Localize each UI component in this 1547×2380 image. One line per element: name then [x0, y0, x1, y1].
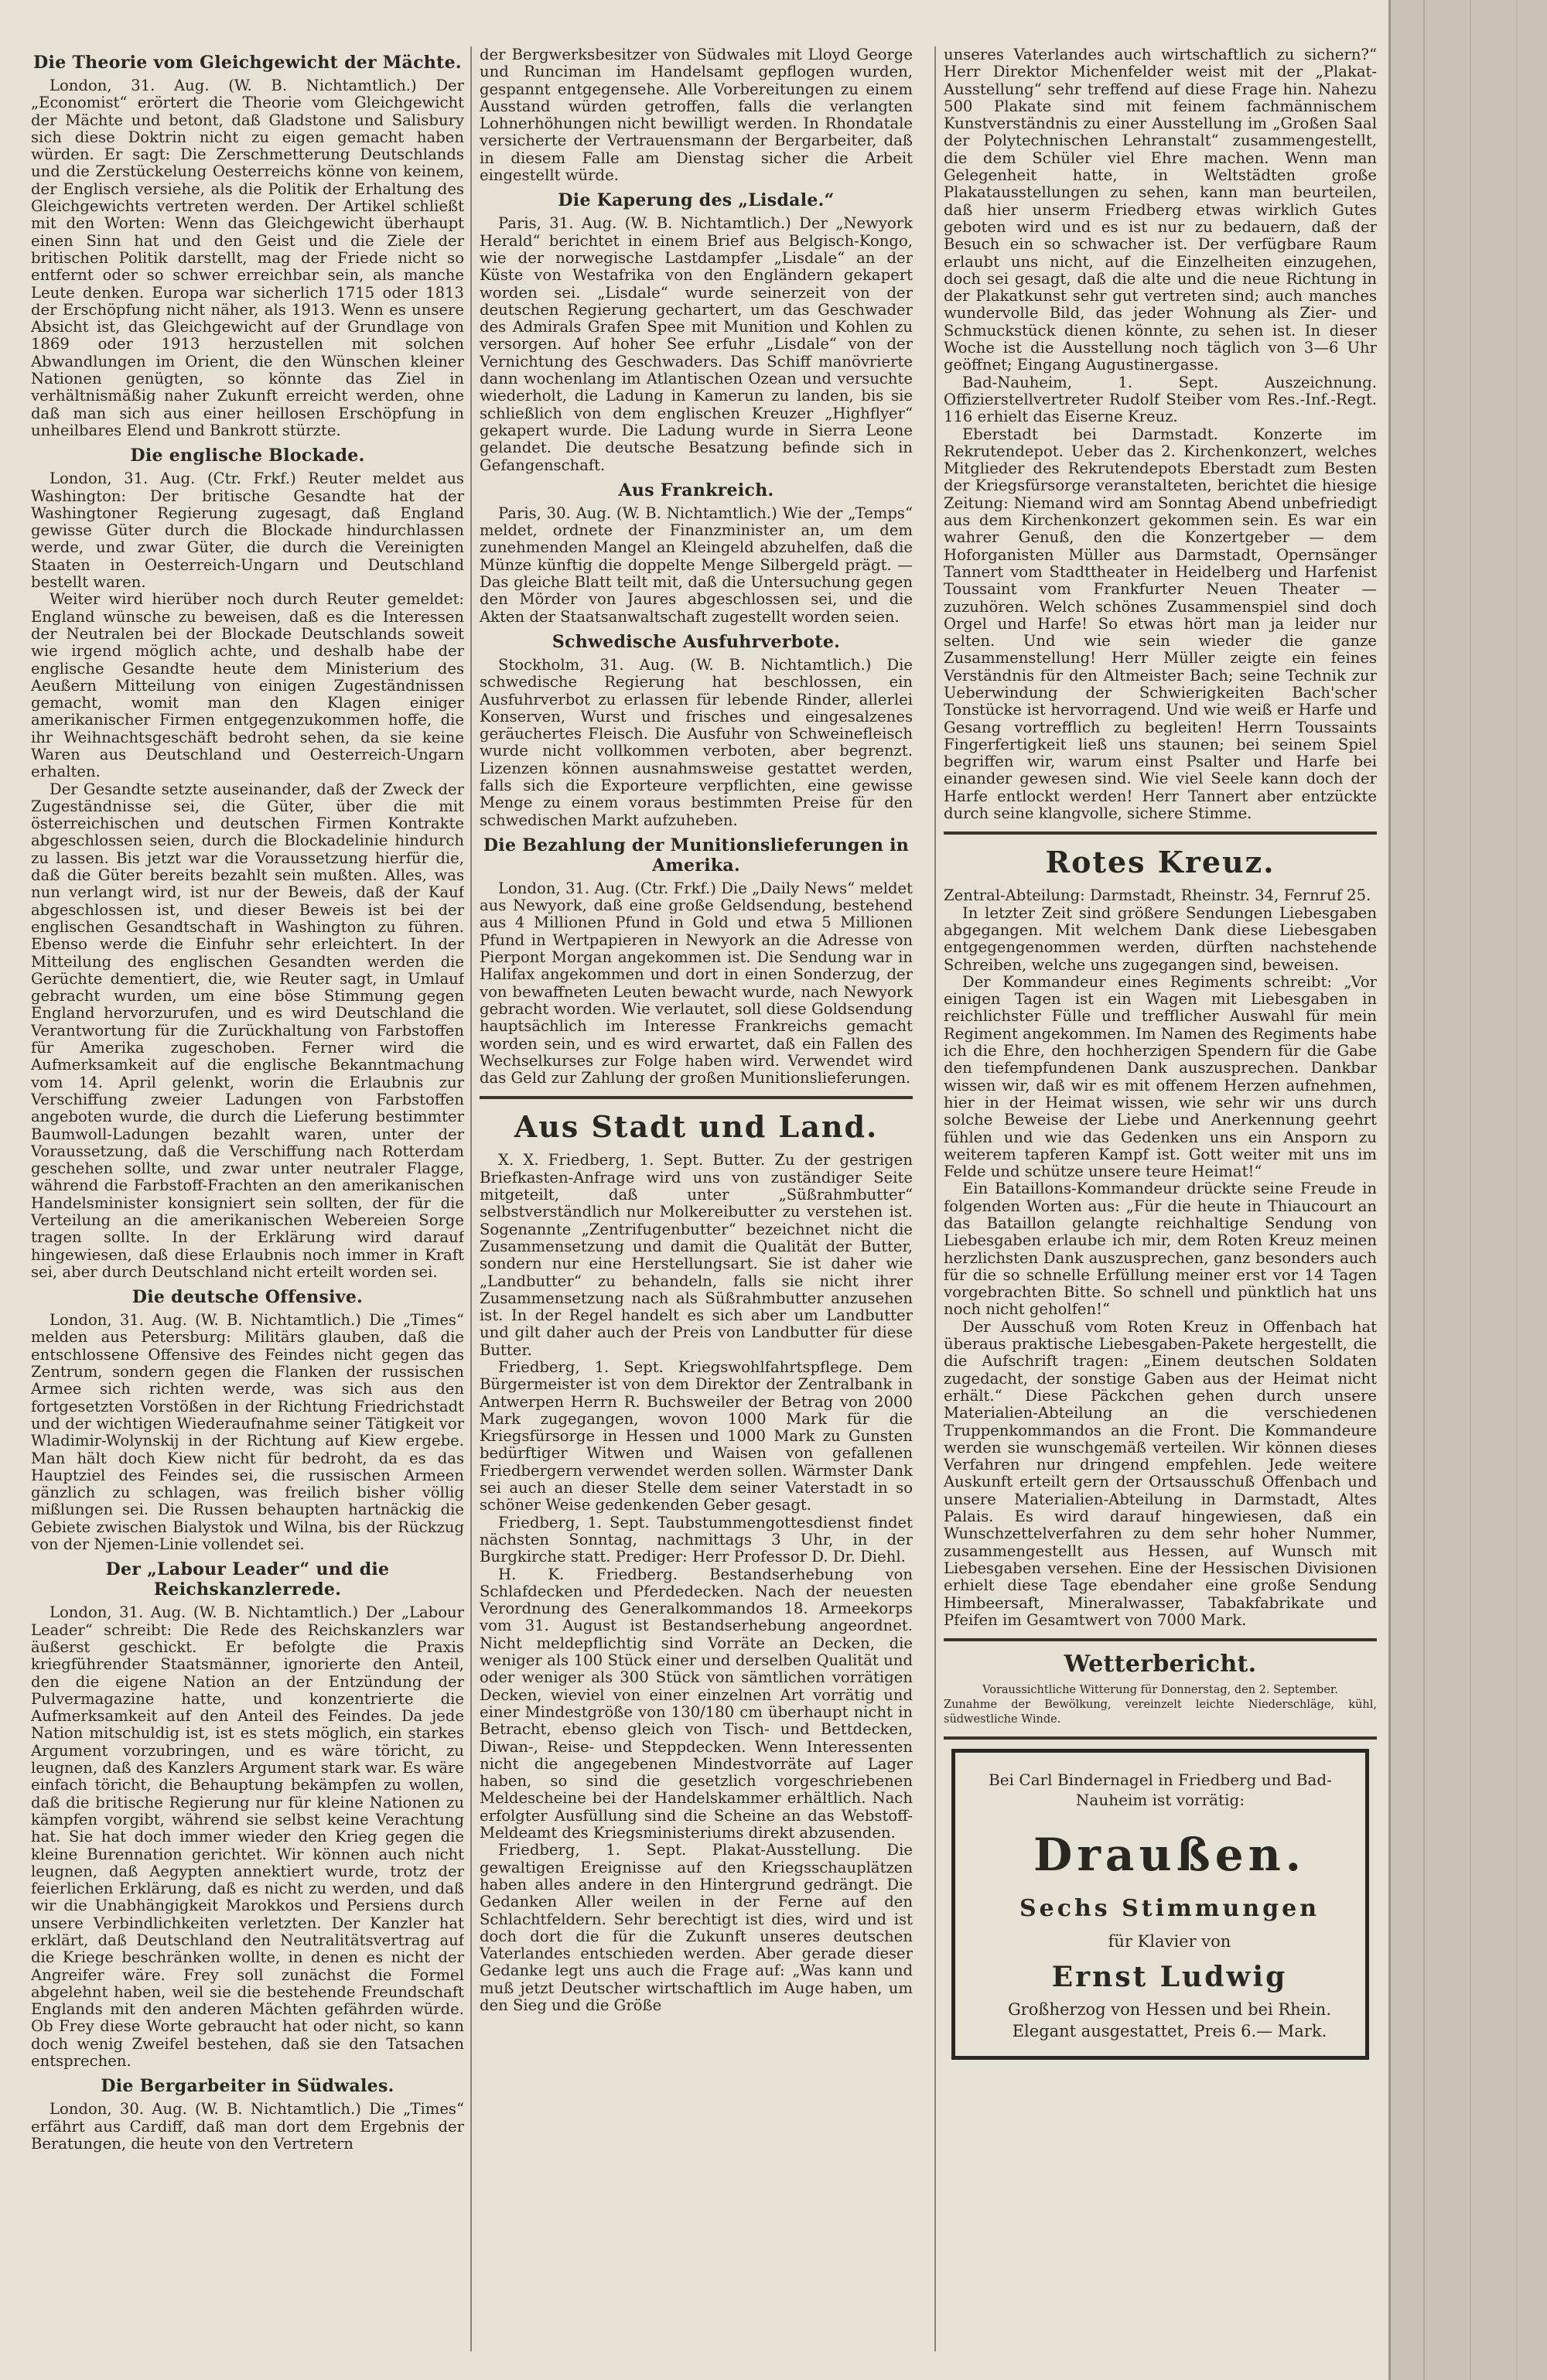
article-schweden [480, 632, 913, 829]
local-news-item: H. K. Friedberg. Bestandserhebung von Schlafdecken und Pferdedecken. Nach der neuesten Verordnung des Generalkommandos 18. Armeekorps vom 31. August ist Bestandserhebung angeordnet. Nicht meldepflichtig sind Vorräte an Decken, die weniger als 100 Stück einer und derselben Qualität und oder weniger als 300 Stück von sämtlichen vorrätigen Decken, wieviel von einer einzelnen Art vorrätig und einer Mindestgröße von 130/180 cm überhaupt nicht in Betracht, ebenso gleich von Tisch- und Bettdecken, Diwan-, Reise- und Steppdecken. Wenn Interessenten nicht die angegebenen Mindestvorräte auf Lager haben, so sind die gesetzlich vorgeschriebenen Meldescheine bei der Handelskammer erhältlich. Nach erfolgter Ausfüllung sind die Scheine an das Webstoff-Meldeamt des Kriegsministeriums direkt abzusenden. [480, 1565, 913, 1842]
article-text: Ein Bataillons-Kommandeur drückte seine Freude in folgenden Worten aus: „Für die heute in Thiaucourt an das Bataillon gelangte reichhaltige Sendung von Liebesgaben erlaube ich mir, dem Roten Kreuz meinen herzlichsten Dank auszusprechen, ganz besonders auch für die so schnelle Erfüllung meiner erst vor 14 Tagen vorgebrachten Bitte. So schnell und pünktlich hat uns noch nicht geholfen!“ [944, 1180, 1377, 1319]
article-text: London, 30. Aug. (W. B. Nichtamtlich.) Die „Times“ erfährt aus Cardiff, daß man dort dem Ergebnis der Beratungen, die heute von den Vertretern [31, 2100, 464, 2153]
section-rule [480, 1096, 913, 1099]
local-news-item: Eberstadt bei Darmstadt. Konzerte im Rekrutendepot. Ueber das 2. Kirchenkonzert, welches Mitglieder des Rekrutendepots Eberstadt zum Besten der Kriegsfürsorge veranstalteten, berichtet die hiesige Zeitung: Niemand wird am Sonntag Abend unbefriedigt aus dem Kirchenkonzert gekommen sein. Es war ein wahrer Genuß, den die Konzertgeber — dem Hoforganisten Müller aus Darmstadt, Opernsänger Tannert vom Stadttheater in Heidelberg und Harfenist Toussaint vom Frankfurter Neuen Theater — zuzuhören. Welch schönes Zusammenspiel sind doch Orgel und Harfe! So etwas hört man ja leider nur selten. Und wie sein wieder die ganze Zusammenstellung! Herr Müller zeigte ein feines Verständnis für den Altmeister Bach; seine Technik zur Ueberwindung der Schwierigkeiten Bach'scher Tonstücke ist hervorragend. Und wie weiß er Harfe und Gesang vortrefflich zu begleiten! Herrn Toussaints Fingerfertigkeit ließ uns staunen; bei seinem Spiel begriffen wir, warum einst Psalter und Harfe bei einander gewesen sind. Wie viel Seele kann doch der Harfe entlockt werden! Herr Tannert aber entzückte durch seine klangvolle, sichere Stimme. [944, 425, 1377, 823]
article-text: Paris, 30. Aug. (W. B. Nichtamtlich.) Wie der „Temps“ meldet, ordnete der Finanzminister an, um dem zunehmenden Mangel an Kleingeld abzuhelfen, daß die Münze künftig die doppelte Menge Silbergeld prägt. — Das gleiche Blatt teilt mit, daß die Untersuchung gegen den Mörder von Jaures abgeschlossen sei, und die Akten der Staatsanwaltschaft zugestellt worden seien. [480, 504, 913, 626]
column-3 [944, 46, 1377, 2359]
section-rule [944, 831, 1377, 835]
section-title: Wetterbericht. [1064, 1651, 1257, 1678]
headline: Der „Labour Leader“ und die Reichskanzlerrede. [105, 1559, 390, 1600]
local-news-item-continued: unseres Vaterlandes auch wirtschaftlich zu sichern?“ Herr Direktor Michenfelder weist mit der „Plakat-Ausstellung“ sehr treffend auf diese Frage hin. Nahezu 500 Plakate sind mit feinem fachmännischem Kunstverständnis zu einer Ausstellung im „Großen Saal der Polytechnischen Lehranstalt“ zusammengestellt, die dem Schüler viel Ehre machen. Wenn man Gelegenheit hatte, in Weltstädten große Plakatausstellungen zu sehen, kann man beurteilen, daß hier unserm Friedberg etwas wirklich Gutes geboten wird und es ist nur zu bedauern, daß der Besuch ein so schwacher ist. Der verfügbare Raum erlaubt uns nicht, auf die Einzelheiten einzugehen, doch sei gesagt, daß die alte und die neue Richtung in der Plakatkunst sehr gut vertreten sind; auch manches wundervolle Bild, das jeder Wohnung als Zier- und Schmuckstück dienen könnte, zu sehen ist. In dieser Woche ist die Ausstellung noch täglich von 3—6 Uhr geöffnet; Eingang Augustinergasse. [944, 46, 1377, 374]
local-news-item: Friedberg, 1. Sept. Kriegswohlfahrtspflege. Dem Bürgermeister ist von dem Direktor der Zentralbank in Antwerpen Herrn R. Buchsweiler der Betrag von 2000 Mark zugegangen, wovon 1000 Mark für die Kriegsfürsorge in Hessen und 1000 Mark zu Gunsten bedürftiger Witwen und Waisen von gefallenen Friedbergern verwendet werden sollen. Wärmster Dank sei auch an dieser Stelle dem seiner Vaterstadt in so schöner Weise gedenkenden Geber gesagt. [480, 1358, 913, 1514]
article-text: London, 31. Aug. (W. B. Nichtamtlich.) Die „Times“ melden aus Petersburg: Militärs glauben, daß die entschlossene Offensive des Feindes nicht gegen das Zentrum, sondern gegen die Flanken der russischen Armee sich richten werde, was sich aus den fortgesetzten Vorstößen in der Richtung Friedrichstadt und der wichtigen Wiederaufnahme seiner Tätigkeit vor Wladimir-Wolynskij in der Richtung auf Kiew ergebe. Man hält doch Kiew nicht für bedroht, da es das Hauptziel des Feindes sei, die russischen Armeen gänzlich zu schlagen, was freilich bisher völlig mißlungen sei. Die Russen behaupten hartnäckig die Gebiete zwischen Bialystok und Wilna, bis der Rückzug von der Njemen-Linie vollendet sei. [31, 1311, 464, 1554]
section-rotes-kreuz [944, 845, 1377, 1629]
article-text: Weiter wird hierüber noch durch Reuter gemeldet: England wünsche zu beweisen, daß es die Interessen der Neutralen bei der Blockade Deutschlands soweit wie irgend möglich achte, und deshalb habe der englische Gesandte heute dem Ministerium des Aeußern Mitteilung von einigen Zugeständnissen gemacht, womit man den Klagen einiger amerikanischer Firmen entgegenzukommen hoffe, die ihr Weihnachtsgeschäft bedroht sehen, da sie keine Waren aus Deutschland und Oesterreich-Ungarn erhalten. [31, 590, 464, 781]
article-text: Der Kommandeur eines Regiments schreibt: „Vor einigen Tagen ist ein Wagen mit Liebesgaben in reichlichster Fülle und trefflicher Auswahl für mein Regiment angekommen. Im Namen des Regiments habe ich die Ehre, den hochherzigen Spendern für die Gabe den tiefempfundenen Dank auszusprechen. Dankbar wissen wir, daß wir es mit offenem Herzen aufnehmen, hier in der Heimat wissen, wie sehr wir uns durch solche Beweise der Liebe und Anerkennung geehrt fühlen und wie das Gedenken uns ein Ansporn zu weiterem tapferen Kampf ist. Gott weiter mit uns im Felde und schütze unsere teure Heimat!“ [944, 972, 1377, 1181]
section-title: Rotes Kreuz. [1045, 845, 1276, 880]
article-munition [480, 835, 913, 1088]
headline: Die Kaperung des „Lisdale.“ [558, 190, 835, 211]
article-text: Der Ausschuß vom Roten Kreuz in Offenbach hat überaus praktische Liebesgaben-Pakete hergestellt, die die Aufschrift tragen: „Einem deutschen Soldaten zugedacht, der sonstige Gaben aus der Heimat nicht erhält.“ Diese Päckchen gehen durch unsere Materialien-Abteilung an die verschiedenen Truppenkommandos an die Front. Die Kommandeure werden sie wunschgemäß verteilen. Wir können dieses Verfahren nur dringend empfehlen. Jede weitere Auskunft erteilt gern der Ortsausschuß Offenbach und unsere Materialien-Abteilung in Darmstadt, Altes Palais. Es wird darauf hingewiesen, daß ein Wunschzettelverfahren zu dem sehr hoher Nummer, zusammengestellt aus Hessen, auf Wunsch mit Liebesgaben versehen. Eine der Hessischen Divisionen erhielt diese Tage ebendaher eine große Sendung Himbeersaft, Mineralwasser, Tabakfabrikate und Pfeifen im Gesamtwert von 7000 Mark. [944, 1317, 1377, 1629]
section-title: Aus Stadt und Land. [514, 1109, 879, 1145]
article-frankreich [480, 480, 913, 626]
article-text: Der Gesandte setzte auseinander, daß der Zweck der Zugeständnisse sei, die Güter, über die mit österreichischen und deutschen Firmen Kontrakte abgeschlossen seien, durch die Blockadelinie hindurch zu lassen. Bis jetzt war die Voraussetzung hierfür die, daß die Güter bereits bezahlt sein mußten. Alles, was nun verlangt wird, ist nur der Beweis, daß der Kauf abgeschlossen ist, und dieser Beweis ist bei der englischen Gesandtschaft in Washington zu führen. Ebenso werde die Einfuhr sehr erleichtert. In der Mitteilung des englischen Gesandten werden die Gerüchte dementiert, die, wie Reuter sagt, in Umlauf gebracht wurden, um eine böse Stimmung gegen England hervorzurufen, und es wird Deutschland die Verantwortung für die Zurückhaltung von Farbstoffen für Amerika zugeschoben. Ferner wird die Aufmerksamkeit auf die englische Bekanntmachung vom 14. April gelenkt, worin die Erlaubnis zur Verschiffung zweier Ladungen von Farbstoffen angeboten wurde, die durch die Lieferung bestimmter Baumwoll-Ladungen bezahlt waren, unter der Voraussetzung, daß die Verschiffung nach Rotterdam geschehen sollte, und zwar unter neutraler Flagge, während die Farbstoff-Frachten an den amerikanischen Handelsminister konsigniert sein sollten, der für die Verteilung an die amerikanischen Webereien Sorge tragen sollte. In der Erklärung wird darauf hingewiesen, daß diese Erlaubnis noch immer in Kraft sei, aber durch Deutschland nicht erteilt worden sei. [31, 780, 464, 1281]
headline: Aus Frankreich. [618, 480, 774, 500]
article-text: London, 31. Aug. (Ctr. Frkf.) Reuter meldet aus Washington: Der britische Gesandte hat der Washingtoner Regierung zugesagt, daß England gewisse Güter durch die Blockade hindurchlassen werde, und zwar Güter, die durch die Vereinigten Staaten in Oesterreich-Ungarn und Deutschland bestellt waren. [31, 470, 464, 592]
article-text: London, 31. Aug. (W. B. Nichtamtlich.) Der „Economist“ erörtert die Theorie vom Gleichgewicht der Mächte und betont, daß Gladstone und Salisbury sich diese Doktrin nicht zu eigen gemacht haben würden. Er sagt: Die Zerschmetterung Deutschlands und die Zerstückelung Oesterreichs könne von keinem, der Englisch versiehe, als die Politik der Erhaltung des Gleichgewichts vertreten werden. Der Artikel schließt mit den Worten: Wenn das Gleichgewicht überhaupt einen Sinn hat und den Geist und die Ziele der britischen Politik darstellt, mag der Friede nicht so entfernt oder so schwer erreichbar sein, als manche Leute denken. Europa war sicherlich 1715 oder 1813 der Erschöpfung nicht näher, als 1913. Wenn es unsere Absicht ist, das Gleichgewicht auf der Grundlage von 1869 oder 1913 herzustellen mit solchen Abwandlungen im Orient, die den Wünschen kleiner Nationen genügten, so könnte das Ziel in verhältnismäßig naher Zukunft erreicht werden, ohne daß man sich aus einer heillosen Erschöpfung in unheilbares Elend und Bankrott stürzte. [31, 77, 464, 439]
article-blockade [31, 446, 464, 1281]
article-lisdale [480, 190, 913, 473]
article-labour-leader [31, 1559, 464, 2070]
article-text-continued: der Bergwerksbesitzer von Südwales mit Lloyd George und Runciman im Handelsamt gepflogen wurden, gespannt entgegensehe. Alle Vorbereitungen zu einem Ausstand würden getroffen, falls die verlangten Lohnerhöhungen nicht bewilligt werden. In Rhondatale versicherte der Vertrauensmann der Bergarbeiter, daß in diesem Falle am Dienstag sicher die Arbeit eingestellt würde. [480, 46, 913, 185]
headline: Die Bezahlung der Munitionslieferungen in Amerika. [483, 835, 910, 876]
column-1 [31, 46, 464, 2359]
column-divider [470, 46, 472, 2351]
section-wetterbericht [944, 1651, 1377, 1727]
edge-strip-line [1516, 0, 1518, 2380]
headline: Die deutsche Offensive. [131, 1287, 364, 1308]
book-advertisement [951, 1749, 1369, 2060]
local-news-item: Friedberg, 1. Sept. Plakat-Ausstellung. Die gewaltigen Ereignisse auf den Kriegsschauplätzen haben alles andere in den Hintergrund gedrängt. Die Gedanken Aller weilen in der Ferne auf den Schlachtfeldern. Sehr berechtigt ist dies, wird und ist doch dort die für die Zukunft unseres deutschen Vaterlandes entschieden werden. Aber gerade dieser Gedanke legt uns auch die Frage auf: „Was kann und muß jetzt Deutscher wirtschaftlich im Auge haben, um den Sieg und die Größe [480, 1841, 913, 2014]
headline: Die Bergarbeiter in Südwales. [101, 2076, 394, 2097]
weather-forecast-line: Voraussichtliche Witterung für Donnerstag, den 2. September. [982, 1684, 1338, 1697]
advert-subtitle: Sechs Stimmungen [1019, 1895, 1320, 1923]
section-rule [944, 1638, 1377, 1641]
local-news-item: Bad-Nauheim, 1. Sept. Auszeichnung. Offizierstellvertreter Rudolf Steiber vom Res.-Inf.-Regt. 116 erhielt das Eiserne Kreuz. [944, 373, 1377, 426]
advert-author: Ernst Ludwig [1051, 1961, 1288, 1994]
article-theorie [31, 53, 464, 439]
advert-author-rank: Großherzog von Hessen und bei Rhein. [1007, 2000, 1332, 2020]
headline: Schwedische Ausfuhrverbote. [552, 631, 841, 652]
column-divider [934, 46, 936, 2351]
advert-bookseller: Bei Carl Bindernagel in Friedberg und Bad-Nauheim ist vorrätig: [989, 1770, 1332, 1810]
weather-forecast-text: Zunahme der Bewölkung, vereinzelt leichte Niederschläge, kühl, südwestliche Winde. [944, 1699, 1377, 1726]
page-edge-strip [1388, 0, 1547, 2380]
article-text: London, 31. Aug. (Ctr. Frkf.) Die „Daily News“ meldet aus Newyork, daß eine große Geldsendung, bestehend aus 4 Millionen Pfund in Gold und etwa 5 Millionen Pfund in Wertpapieren in Newyork an die Adresse von Pierpont Morgan angekommen ist. Die Sendung war in Halifax angekommen und dort in einen Sonderzug, der von bewaffneten Leuten bewacht wurde, nach Newyork gebracht worden. Wie verlautet, soll diese Goldsendung hauptsächlich im Interesse Frankreichs gemacht worden sein, und es wird erwartet, daß ein Fallen des Wechselkurses zur Folge haben wird. Verwendet wird das Geld zur Zahlung der großen Munitionslieferungen. [480, 879, 913, 1088]
local-news-item: X. X. Friedberg, 1. Sept. Butter. Zu der gestrigen Briefkasten-Anfrage wird uns von zuständiger Seite mitgeteilt, daß unter „Süßrahmbutter“ selbstverständlich nur Molkereibutter zu verstehen ist. Sogenannte „Zentrifugenbutter“ bezeichnet nicht die Zusammensetzung und damit die Qualität der Butter, sondern nur eine Herstellungsart. Sie ist daher wie „Landbutter“ zu behandeln, falls sie nicht ihrer Zusammensetzung nach als Süßrahmbutter anzusehen ist. In der Regel handelt es sich aber um Landbutter und gilt daher auch der Preis von Landbutter für diese Butter. [480, 1151, 913, 1359]
article-text: In letzter Zeit sind größere Sendungen Liebesgaben abgegangen. Mit welchem Dank diese Liebesgaben entgegengenommen werden, dürften nachstehende Schreiben, welche uns zugegangen sind, beweisen. [944, 903, 1377, 974]
edge-strip-line [1423, 0, 1425, 2380]
headline: Die englische Blockade. [130, 446, 365, 466]
article-text: Paris, 31. Aug. (W. B. Nichtamtlich.) Der „Newyork Herald“ berichtet in einem Brief aus Belgisch-Kongo, wie der norwegische Lastdampfer „Lisdale“ an der Küste von Westafrika von den Engländern gekapert worden sei. „Lisdale“ wurde seinerzeit von der deutschen Regierung gechartert, um das Geschwader des Admirals Grafen Spee mit Munition und Kohlen zu versorgen. Auf hoher See erfuhr „Lisdale“ von der Vernichtung des Geschwaders. Das Schiff manövrierte dann wochenlang im Atlantischen Ozean und versuchte wiederholt, die Ladung in Kamerun zu landen, bis sie schließlich von dem englischen Kreuzer „Highflyer“ gekapert wurde. Die Ladung wurde in Sierra Leone gelandet. Die deutsche Besatzung befinde sich in Gefangenschaft. [480, 214, 913, 474]
headline: Die Theorie vom Gleichgewicht der Mächte. [33, 53, 462, 73]
article-bergarbeiter [31, 2076, 464, 2153]
article-offensive [31, 1287, 464, 1553]
article-text: Stockholm, 31. Aug. (W. B. Nichtamtlich.) Die schwedische Regierung hat beschlossen, ein Ausfuhrverbot zu erlassen für lebende Rinder, allerlei Konserven, Wurst und frisches und eingesalzenes geräuchertes Fleisch. Die Ausfuhr von Schweinefleisch wurde nicht vollkommen verboten, aber begrenzt. Lizenzen können ausnahmsweise gestattet werden, falls sich die Exporteure verpflichten, eine gewisse Menge zu einem voraus bestimmten Preise für den schwedischen Markt aufzuheben. [480, 655, 913, 829]
advert-instrument: für Klavier von [1108, 1932, 1231, 1951]
column-2 [480, 46, 913, 2359]
edge-strip-line [1470, 0, 1471, 2380]
article-text: London, 31. Aug. (W. B. Nichtamtlich.) Der „Labour Leader“ schreibt: Die Rede des Reichskanzlers war äußerst geschickt. Er befolgte die Praxis kriegführender Staatsmänner, ignorierte den Anteil, den die eigene Nation an der Entzündung der Pulvermagazine hatte, und konzentrierte die Aufmerksamkeit auf den Anteil des Feindes. Da jede Nation mitschuldig ist, ist es stets möglich, ein starkes Argument vorzubringen, und es wäre töricht, zu leugnen, daß des Kanzlers Argument stark war. Es wäre einfach töricht, die Behauptung bekämpfen zu wollen, daß die britische Regierung nur für kleine Nationen zu kämpfen vorgibt, während sie selbst keine Verachtung hat. Sie hat doch immer wieder den Krieg gegen die kleine Burennation gerichtet. Wir können auch nicht leugnen, daß Aegypten annektiert wurde, trotz der feierlichen Erklärung, daß es nicht zu werden, und daß wir die Unabhängigkeit Marokkos und Persiens durch unsere Verbindlichkeiten verletzten. Der Kanzler hat erklärt, daß Deutschland den Neutralitätsvertrag auf die Kriege beschränken wollte, in denen es nicht der Angreifer wäre. Frey soll zunächst die Formel abgelehnt haben, weil sie die bestehende Freundschaft Englands mit den anderen Mächten gefährden würde. Ob Frey diese Worte gebraucht hat oder nicht, so kann doch wenig Zweifel bestehen, daß sie den Tatsachen entsprechen. [31, 1603, 464, 2071]
advert-price: Elegant ausgestattet, Preis 6.— Mark. [1012, 2022, 1327, 2041]
section-rule [944, 1736, 1377, 1740]
section-address: Zentral-Abteilung: Darmstadt, Rheinstr. 34, Fernruf 25. [944, 886, 1371, 905]
section-stadt-und-land [480, 1110, 913, 2014]
advert-title: Draußen. [1033, 1829, 1306, 1882]
local-news-item: Friedberg, 1. Sept. Taubstummengottesdienst findet nächsten Sonntag, nachmittags 3 Uhr, in der Burgkirche statt. Prediger: Herr Professor D. Dr. Diehl. [480, 1513, 913, 1566]
